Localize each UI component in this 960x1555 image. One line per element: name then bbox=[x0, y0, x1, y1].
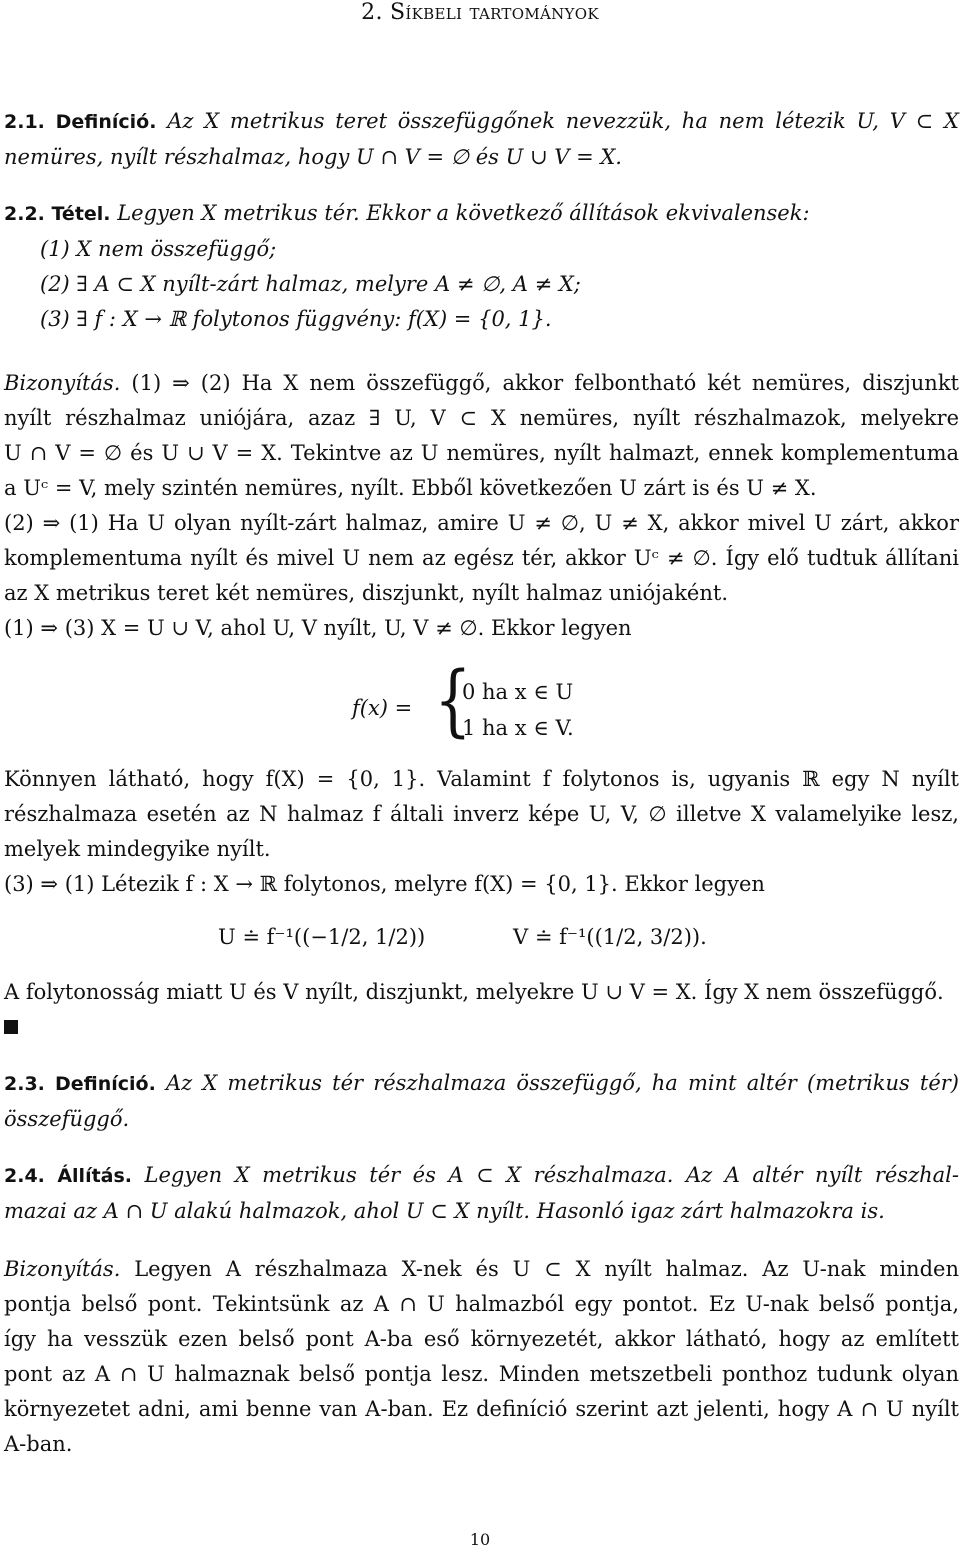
left-brace: { bbox=[434, 656, 472, 746]
proof-line bbox=[4, 366, 959, 401]
theorem-text: Legyen X metrikus tér. Ekkor a következő állítások ekvivalensek: bbox=[117, 201, 810, 225]
definition-line bbox=[4, 104, 959, 140]
definition-2-1 bbox=[4, 104, 959, 175]
theorem-item: (2) ∃ A ⊂ X nyílt-zárt halmaz, melyre A ≠ ∅, A ≠ X; bbox=[40, 272, 581, 296]
definition-V: V ≐ f⁻¹((1/2, 3/2)). bbox=[513, 925, 707, 949]
proof-line: pont az A ∩ U halmaznak belső pontja lesz. Minden metszetbeli ponthoz tudunk olyan bbox=[4, 1362, 959, 1386]
proof-line: A folytonosság miatt U és V nyílt, diszjunkt, melyekre U ∪ V = X. Így X nem összefüggő. bbox=[4, 980, 944, 1004]
theorem-item: (3) ∃ f : X → ℝ folytonos függvény: f(X) = {0, 1}. bbox=[40, 307, 552, 331]
proof-1 bbox=[4, 366, 959, 646]
proof-line: Könnyen látható, hogy f(X) = {0, 1}. Valamint f folytonos is, ugyanis ℝ egy N nyílt bbox=[4, 767, 959, 791]
definition-label: 2.3. Definíció. bbox=[4, 1073, 156, 1095]
page-number: 10 bbox=[469, 1530, 491, 1549]
proof-line: a Uᶜ = V, mely szintén nemüres, nyílt. Ebből következően U zárt is és U ≠ X. bbox=[4, 476, 817, 500]
proof-line: környezetet adni, ami benne van A-ban. Ez definíció szerint azt jelenti, hogy A ∩ U nyílt bbox=[4, 1397, 959, 1421]
proposition-text: Legyen X metrikus tér és A ⊂ X részhalmaza. Az A altér nyílt részhal- bbox=[144, 1163, 959, 1187]
proof-label: Bizonyítás. bbox=[4, 1257, 121, 1281]
formula-lhs: f(x) = bbox=[352, 696, 413, 720]
definition-line: nemüres, nyílt részhalmaz, hogy U ∩ V = ∅ és U ∪ V = X. bbox=[4, 145, 622, 169]
proof-line: (3) ⇒ (1) Létezik f : X → ℝ folytonos, melyre f(X) = {0, 1}. Ekkor legyen bbox=[4, 872, 765, 896]
definition-U: U ≐ f⁻¹((−1/2, 1/2)) bbox=[218, 925, 426, 949]
formula-case: 1 ha x ∈ V. bbox=[462, 716, 574, 740]
proof-line bbox=[4, 1252, 959, 1287]
theorem-line bbox=[4, 196, 959, 232]
qed-square-icon bbox=[4, 1020, 18, 1034]
proof-1-conclusion bbox=[4, 975, 959, 1010]
proof-line: komplementuma nyílt és mivel U nem az egész tér, akkor Uᶜ ≠ ∅. Így elő tudtuk állítani bbox=[4, 546, 959, 570]
proof-line: pontja belső pont. Tekintsünk az A ∩ U halmazból egy pontot. Ez U-nak belső pontja, bbox=[4, 1292, 959, 1316]
piecewise-formula bbox=[352, 656, 652, 750]
section-number: 2. bbox=[361, 0, 383, 25]
proof-line: az X metrikus teret két nemüres, diszjunkt, nyílt halmaz uniójaként. bbox=[4, 581, 728, 605]
theorem-2-2 bbox=[4, 196, 959, 337]
proof-label: Bizonyítás. bbox=[4, 371, 121, 395]
proof-text: Legyen A részhalmaza X-nek és U ⊂ X nyílt halmaz. Az U-nak minden bbox=[134, 1257, 959, 1281]
proposition-2-4 bbox=[4, 1158, 959, 1229]
proof-line: U ∩ V = ∅ és U ∪ V = X. Tekintve az U nemüres, nyílt halmazt, ennek komplementuma bbox=[4, 441, 959, 465]
proof-line: (1) ⇒ (3) X = U ∪ V, ahol U, V nyílt, U, V ≠ ∅. Ekkor legyen bbox=[4, 616, 632, 640]
formula-case: 0 ha x ∈ U bbox=[462, 680, 574, 704]
proof-line: nyílt részhalmaz uniójára, azaz ∃ U, V ⊂ X nemüres, nyílt részhalmazok, melyekre bbox=[4, 406, 959, 430]
definition-line bbox=[4, 1066, 959, 1102]
definition-line: összefüggő. bbox=[4, 1107, 130, 1131]
definition-text: Az X metrikus teret összefüggőnek nevezzük, ha nem létezik U, V ⊂ X bbox=[167, 109, 959, 133]
section-title: Síkbeli tartományok bbox=[390, 0, 599, 25]
proof-line: részhalmaza esetén az N halmaz f általi inverz képe U, V, ∅ illetve X valamelyike lesz, bbox=[4, 802, 959, 826]
proposition-line: mazai az A ∩ U alakú halmazok, ahol U ⊂ X nyílt. Hasonló igaz zárt halmazokra is. bbox=[4, 1199, 885, 1223]
proof-line: így ha vesszük ezen belső pont A-ba eső környezetét, akkor látható, hogy az említett bbox=[4, 1327, 959, 1351]
theorem-item: (1) X nem összefüggő; bbox=[40, 237, 277, 261]
definition-text: Az X metrikus tér részhalmaza összefüggő, ha mint altér (metrikus tér) bbox=[165, 1071, 959, 1095]
proposition-label: 2.4. Állítás. bbox=[4, 1165, 133, 1187]
proof-line: (2) ⇒ (1) Ha U olyan nyílt-zárt halmaz, amire U ≠ ∅, U ≠ X, akkor mivel U zárt, akkor bbox=[4, 511, 959, 535]
definition-2-3 bbox=[4, 1066, 959, 1137]
theorem-label: 2.2. Tétel. bbox=[4, 203, 111, 225]
definition-label: 2.1. Definíció. bbox=[4, 111, 157, 133]
proof-2 bbox=[4, 1252, 959, 1462]
proof-line: A-ban. bbox=[4, 1432, 73, 1456]
proposition-line bbox=[4, 1158, 959, 1194]
proof-1-continued bbox=[4, 762, 959, 902]
proof-text: (1) ⇒ (2) Ha X nem összefüggő, akkor felbontható két nemüres, diszjunkt bbox=[131, 371, 959, 395]
proof-line: melyek mindegyike nyílt. bbox=[4, 837, 271, 861]
running-header bbox=[0, 0, 960, 26]
